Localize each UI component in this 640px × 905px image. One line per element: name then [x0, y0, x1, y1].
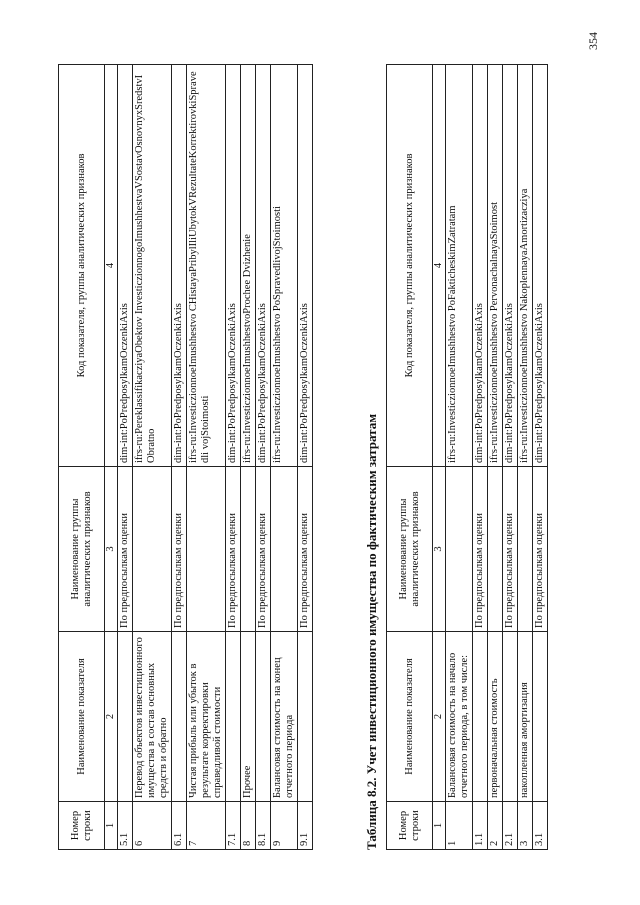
col-number: 4 [433, 65, 446, 467]
column-number-row [433, 65, 446, 850]
indicator-name-cell [118, 632, 133, 802]
table-row [503, 65, 518, 850]
header-code: Код показателя, группы аналитических признаков [59, 65, 105, 467]
col-number: 3 [105, 467, 118, 632]
code-cell: dim-int:PoPredposylkamOczenkiAxis [533, 65, 548, 467]
table-header-row [387, 65, 433, 850]
header-group-name: Наименование группы аналитических признаков [59, 467, 105, 632]
table-row [256, 65, 271, 850]
code-cell: dim-int:PoPredposylkamOczenkiAxis [473, 65, 488, 467]
code-cell: dim-int:PoPredposylkamOczenkiAxis [118, 65, 133, 467]
group-name-cell [241, 467, 256, 632]
code-cell: dim-int:PoPredposylkamOczenkiAxis [256, 65, 271, 467]
column-number-row [105, 65, 118, 850]
indicator-name-cell: первоначальная стоимость [488, 632, 503, 802]
code-cell: ifrs-ru:InvesticzionnoeImushhestvo PoSpravedlivojStoimosti [271, 65, 298, 467]
code-cell: ifrs-ru:InvesticzionnoeImushhestvo CHistayaPribylIliUbytokVRezultateKorrektirovkiSpravedli vojStoimosti [187, 65, 226, 467]
group-name-cell [133, 467, 172, 632]
table-row [473, 65, 488, 850]
row-number-cell: 8.1 [256, 802, 271, 850]
row-number-cell: 3.1 [533, 802, 548, 850]
row-number-cell: 5.1 [118, 802, 133, 850]
table2-block [386, 65, 548, 850]
table-row [226, 65, 241, 850]
table2-caption: Таблица 8.2. Учет инвестиционного имущества по фактическим затратам [364, 413, 379, 850]
group-name-cell: По предпосылкам оценки [172, 467, 187, 632]
row-number-cell: 1 [446, 802, 473, 850]
header-code: Код показателя, группы аналитических признаков [387, 65, 433, 467]
table-row [298, 65, 313, 850]
table-row [118, 65, 133, 850]
group-name-cell [518, 467, 533, 632]
page-number: 354 [586, 32, 600, 50]
col-number: 1 [433, 802, 446, 850]
row-number-cell: 9 [271, 802, 298, 850]
header-row-number: Номер строки [59, 802, 105, 850]
group-name-cell [187, 467, 226, 632]
indicator-name-cell: Прочее [241, 632, 256, 802]
row-number-cell: 2 [488, 802, 503, 850]
col-number: 4 [105, 65, 118, 467]
table-indicators-actual-cost [386, 64, 548, 850]
row-number-cell: 8 [241, 802, 256, 850]
indicator-name-cell: Перевод объектов инвестиционного имущества в состав основных средств и обратно [133, 632, 172, 802]
table-row [533, 65, 548, 850]
indicator-name-cell [172, 632, 187, 802]
col-number: 1 [105, 802, 118, 850]
indicator-name-cell [473, 632, 488, 802]
table-header-row [59, 65, 105, 850]
code-cell: dim-int:PoPredposylkamOczenkiAxis [298, 65, 313, 467]
code-cell: ifrs-ru:InvesticzionnoeImushhestvoProchee Dvizhenie [241, 65, 256, 467]
header-group-name: Наименование группы аналитических признаков [387, 467, 433, 632]
indicator-name-cell: Балансовая стоимость на начало отчетного периода, в том числе: [446, 632, 473, 802]
group-name-cell [488, 467, 503, 632]
indicator-name-cell [503, 632, 518, 802]
group-name-cell: По предпосылкам оценки [256, 467, 271, 632]
header-row-number: Номер строки [387, 802, 433, 850]
col-number: 2 [433, 632, 446, 802]
group-name-cell [271, 467, 298, 632]
row-number-cell: 3 [518, 802, 533, 850]
indicator-name-cell [298, 632, 313, 802]
indicator-name-cell [256, 632, 271, 802]
group-name-cell: По предпосылкам оценки [226, 467, 241, 632]
code-cell: ifrs-ru:PereklassifikacziyaObektov InvesticzionnogoImushhestvaVSostavOsnovnyxSredstvI Obratno [133, 65, 172, 467]
row-number-cell: 7 [187, 802, 226, 850]
table-row [488, 65, 503, 850]
table-row [187, 65, 226, 850]
indicator-name-cell: Балансовая стоимость на конец отчетного периода [271, 632, 298, 802]
indicator-name-cell [226, 632, 241, 802]
table-row [133, 65, 172, 850]
row-number-cell: 6.1 [172, 802, 187, 850]
code-cell: dim-int:PoPredposylkamOczenkiAxis [226, 65, 241, 467]
table-indicators-fair-value [58, 64, 313, 850]
col-number: 3 [433, 467, 446, 632]
table-row [241, 65, 256, 850]
code-cell: dim-int:PoPredposylkamOczenkiAxis [503, 65, 518, 467]
group-name-cell: По предпосылкам оценки [473, 467, 488, 632]
group-name-cell: По предпосылкам оценки [533, 467, 548, 632]
col-number: 2 [105, 632, 118, 802]
row-number-cell: 6 [133, 802, 172, 850]
code-cell: ifrs-ru:InvesticzionnoeImushhestvo NakoplennayaAmortizacziya [518, 65, 533, 467]
code-cell: dim-int:PoPredposylkamOczenkiAxis [172, 65, 187, 467]
row-number-cell: 1.1 [473, 802, 488, 850]
table-row [518, 65, 533, 850]
row-number-cell: 9.1 [298, 802, 313, 850]
group-name-cell: По предпосылкам оценки [118, 467, 133, 632]
group-name-cell [446, 467, 473, 632]
group-name-cell: По предпосылкам оценки [503, 467, 518, 632]
code-cell: ifrs-ru:InvesticzionnoeImushhestvo PervonachalnayaStoimost [488, 65, 503, 467]
header-indicator-name: Наименование показателя [59, 632, 105, 802]
table1-block [58, 65, 313, 850]
indicator-name-cell: Чистая прибыль или убыток в результате корректировки справедливой стоимости [187, 632, 226, 802]
code-cell: ifrs-ru:InvesticzionnoeImushhestvo PoFakticheskimZatratam [446, 65, 473, 467]
indicator-name-cell: накопленная амортизация [518, 632, 533, 802]
table-row [271, 65, 298, 850]
group-name-cell: По предпосылкам оценки [298, 467, 313, 632]
row-number-cell: 7.1 [226, 802, 241, 850]
header-indicator-name: Наименование показателя [387, 632, 433, 802]
indicator-name-cell [533, 632, 548, 802]
table-row [446, 65, 473, 850]
table-row [172, 65, 187, 850]
row-number-cell: 2.1 [503, 802, 518, 850]
